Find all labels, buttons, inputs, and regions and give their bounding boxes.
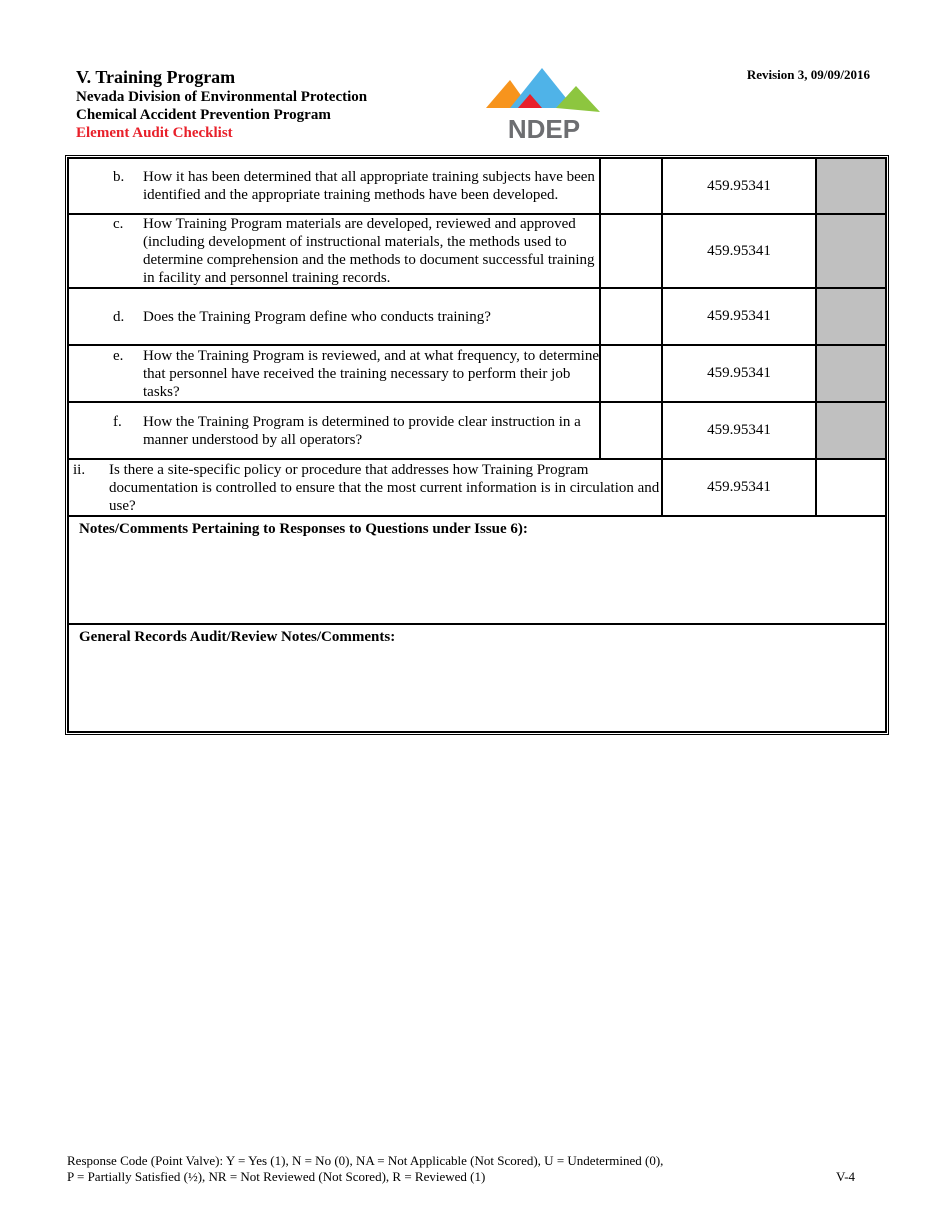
question-cell [68, 345, 600, 402]
item-letter: b. [113, 169, 125, 185]
legend-line-2: P = Partially Satisfied (½), NR = Not Reviewed (Not Scored), R = Reviewed (1) [67, 1169, 486, 1184]
score-cell-shaded [816, 402, 886, 459]
question-cell [68, 158, 600, 214]
page-number: V-4 [836, 1169, 856, 1184]
response-cell[interactable] [816, 459, 886, 516]
question-text: How the Training Program is determined to provide clear instruction in a manner understood by all operators? [143, 413, 581, 448]
item-letter: c. [113, 216, 124, 232]
question-row-ii [68, 459, 886, 516]
item-letter: e. [113, 347, 124, 364]
checklist-title: Element Audit Checklist [76, 125, 233, 141]
ndep-logo [484, 66, 604, 142]
question-cell [68, 459, 662, 516]
question-row-f [68, 402, 886, 459]
question-text: Does the Training Program define who conducts training? [143, 308, 491, 325]
general-notes-row [68, 624, 886, 732]
question-cell [68, 288, 600, 345]
item-numeral: ii. [73, 461, 86, 478]
document-header [76, 66, 367, 142]
citation-cell: 459.95341 [662, 345, 816, 402]
question-text: How the Training Program is reviewed, and at what frequency, to determine that personnel have received the training necessary to perform their job tasks? [143, 347, 599, 400]
response-cell[interactable] [600, 214, 662, 288]
question-row-b [68, 158, 886, 214]
score-cell-shaded [816, 158, 886, 214]
org-name: Nevada Division of Environmental Protection [76, 89, 368, 105]
question-text: How it has been determined that all appropriate training subjects have been identified and the appropriate training methods have been developed. [143, 169, 595, 203]
score-cell-shaded [816, 214, 886, 288]
issue-notes-cell[interactable] [68, 516, 886, 624]
response-code-legend [67, 1153, 663, 1185]
item-letter: d. [113, 308, 125, 325]
issue-notes-row [68, 516, 886, 624]
issue-notes-label: Notes/Comments Pertaining to Responses to Questions under Issue 6): [79, 521, 528, 537]
response-cell[interactable] [600, 158, 662, 214]
question-row-d [68, 288, 886, 345]
question-cell [68, 402, 600, 459]
general-notes-label: General Records Audit/Review Notes/Comments: [79, 629, 396, 645]
citation-cell: 459.95341 [662, 158, 816, 214]
score-cell-shaded [816, 288, 886, 345]
question-text: How Training Program materials are developed, reviewed and approved (including development of instructional materials, the methods used to determine comprehension and the methods to document successful training in facility and personnel training records. [143, 216, 595, 286]
question-cell [68, 214, 600, 288]
section-title: V. Training Program [76, 67, 236, 87]
citation-cell: 459.95341 [662, 459, 816, 516]
response-cell[interactable] [600, 345, 662, 402]
question-row-e [68, 345, 886, 402]
response-cell[interactable] [600, 288, 662, 345]
citation-cell: 459.95341 [662, 214, 816, 288]
program-name: Chemical Accident Prevention Program [76, 107, 331, 123]
score-cell-shaded [816, 345, 886, 402]
general-notes-cell[interactable] [68, 624, 886, 732]
response-cell[interactable] [600, 402, 662, 459]
audit-checklist-table [65, 155, 889, 735]
item-letter: f. [113, 413, 122, 430]
logo-text: NDEP [507, 114, 581, 142]
question-row-c [68, 214, 886, 288]
citation-cell: 459.95341 [662, 288, 816, 345]
question-text: Is there a site-specific policy or procedure that addresses how Training Program documentation is controlled to ensure that the most current information is in circulation and use? [109, 461, 660, 514]
revision-label: Revision 3, 09/09/2016 [746, 67, 870, 82]
legend-line-1: Response Code (Point Valve): Y = Yes (1), N = No (0), NA = Not Applicable (Not Scored), U = Undetermined (0), [67, 1153, 664, 1168]
citation-cell: 459.95341 [662, 402, 816, 459]
